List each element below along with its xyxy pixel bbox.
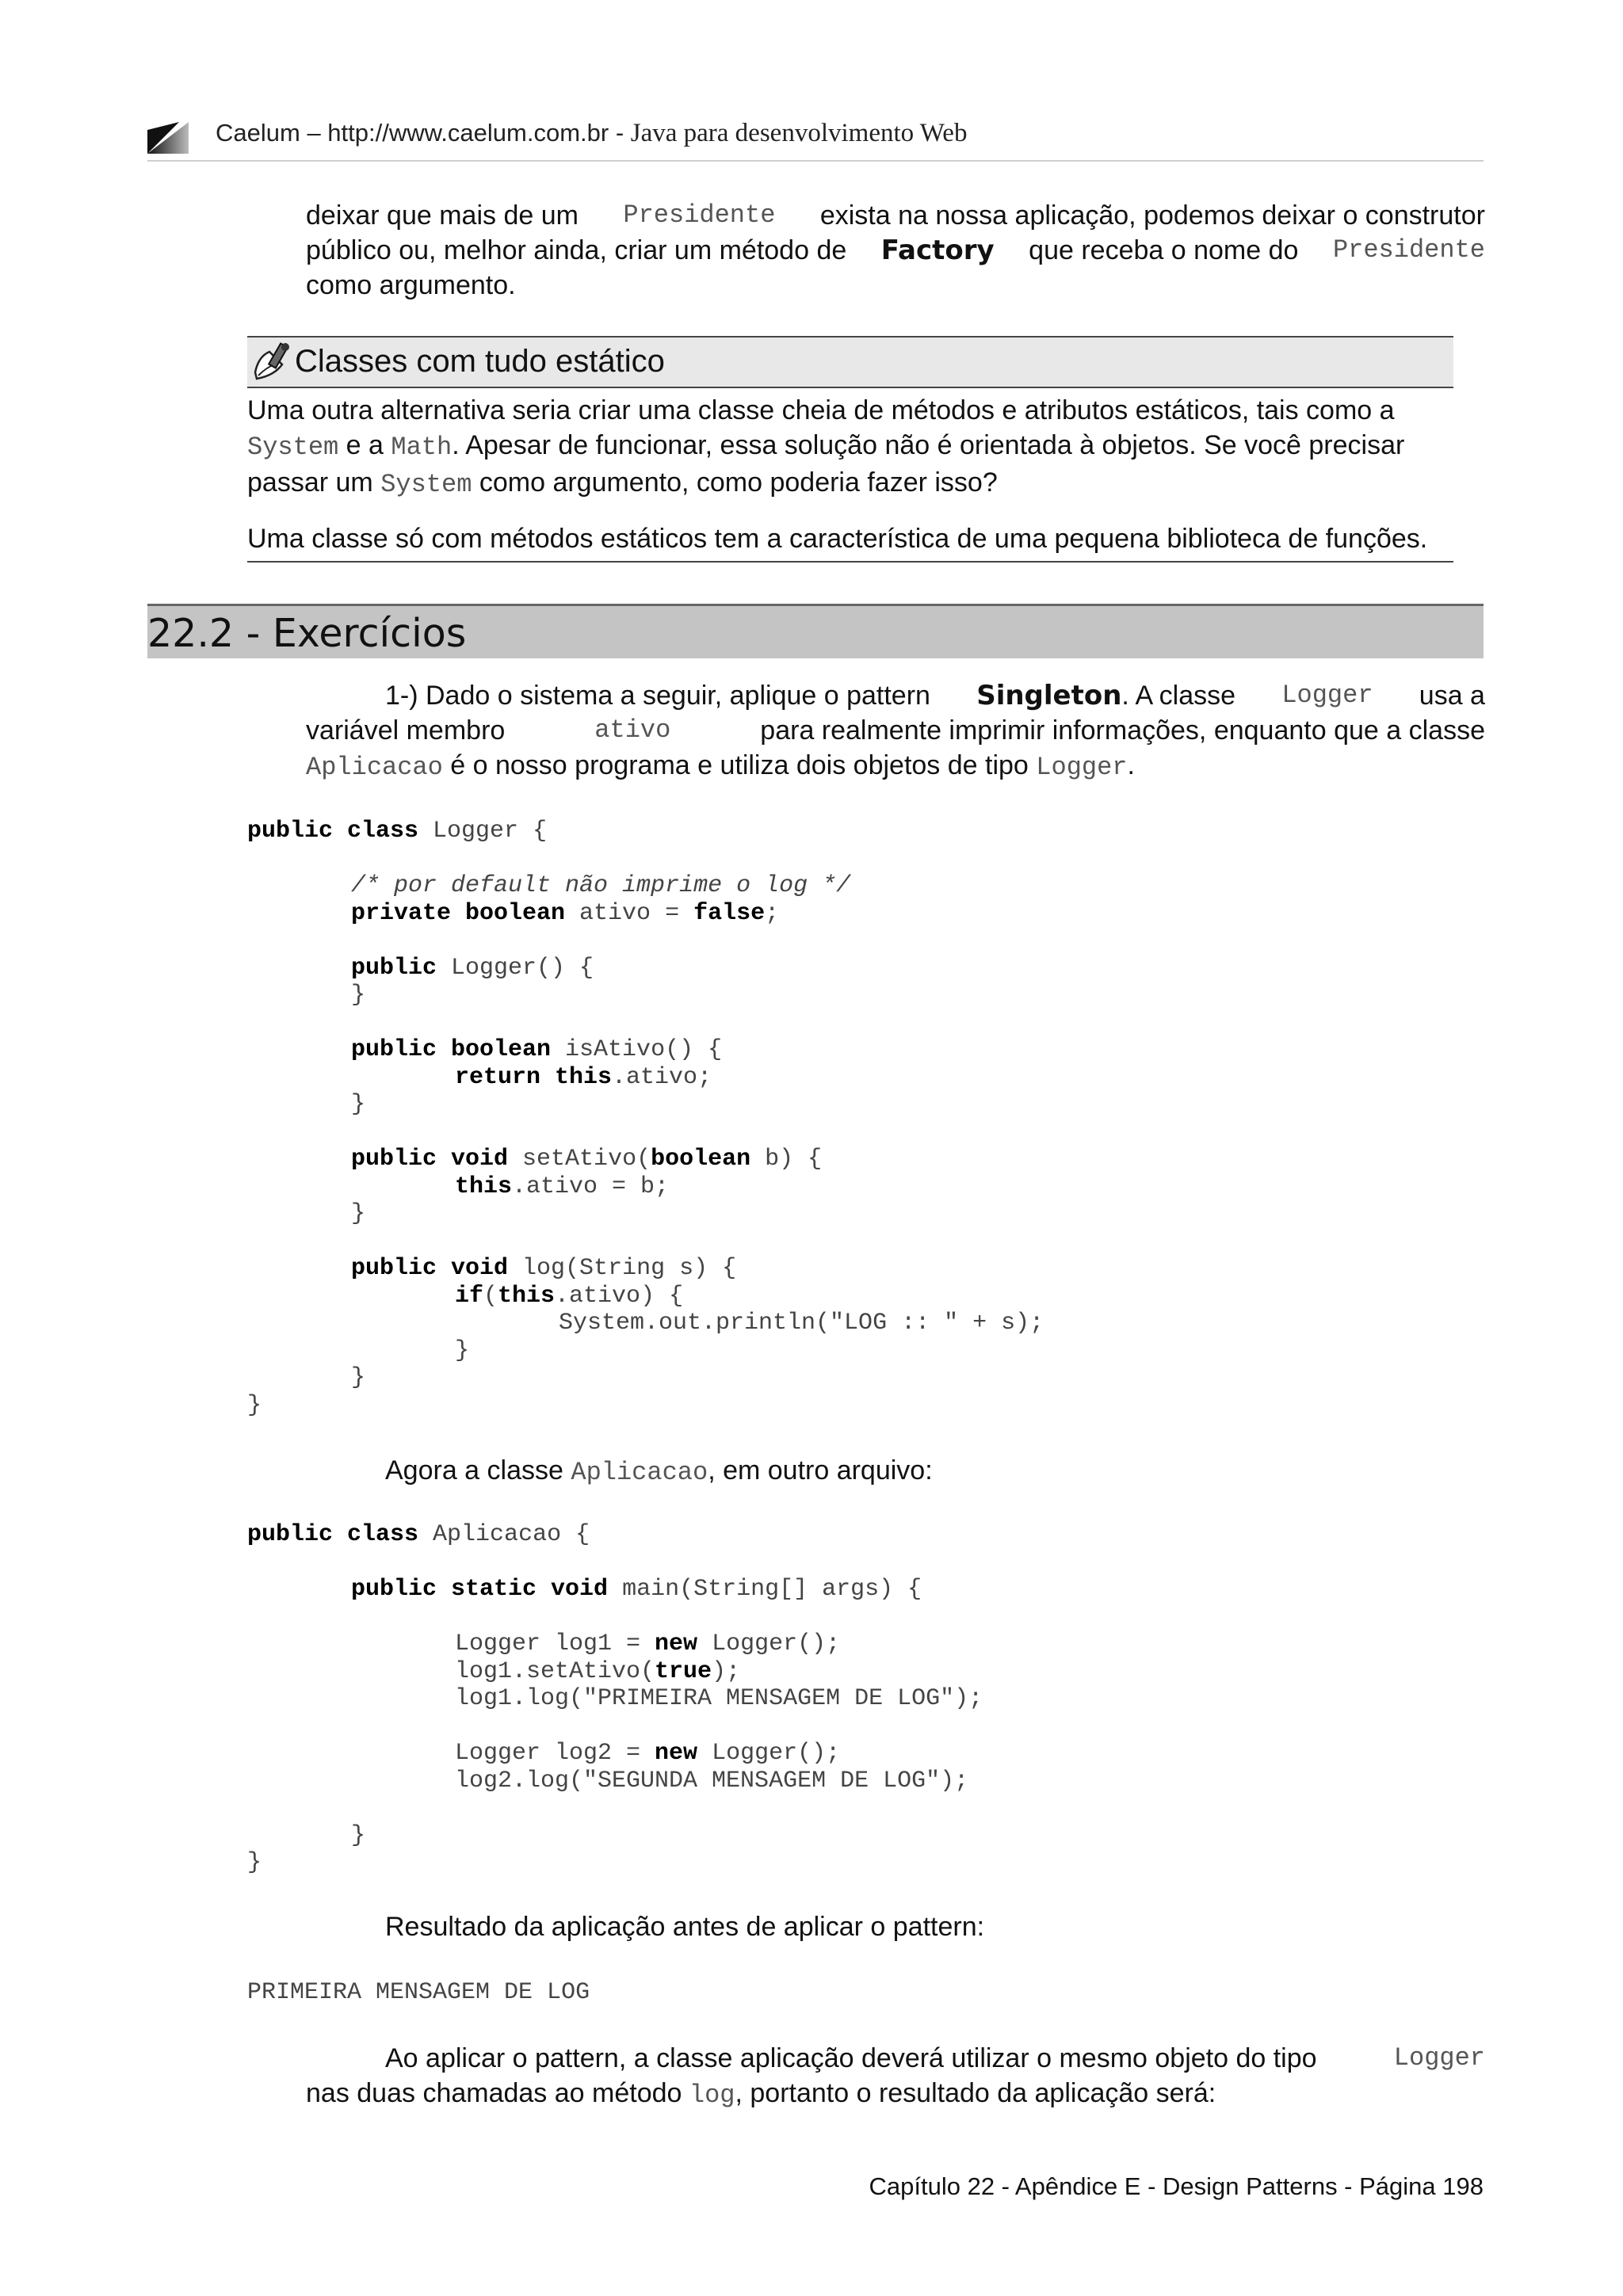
intro-line-2: público ou, melhor ainda, criar um método de Factory que receba o nome do Presidente <box>306 235 1485 266</box>
section-title: 22.2 - Exercícios <box>147 611 467 656</box>
code-line: } <box>247 1849 262 1876</box>
callout-line-4: Uma classe só com métodos estáticos tem a característica de uma pequena biblioteca de funções. <box>247 521 1453 563</box>
page-footer: Capítulo 22 - Apêndice E - Design Patterns - Página 198 <box>869 2172 1484 2200</box>
code-line: public void setAtivo(boolean b) { <box>351 1146 823 1173</box>
code-line <box>247 927 1044 955</box>
code-line: } <box>351 1364 366 1391</box>
section-heading <box>147 604 1484 658</box>
code-line: } <box>351 1200 366 1227</box>
code-line: log2.log("SEGUNDA MENSAGEM DE LOG"); <box>455 1767 969 1794</box>
code-line: public class Logger { <box>247 818 548 845</box>
code-line: private boolean ativo = false; <box>351 899 780 927</box>
callout-box <box>247 336 1453 563</box>
intro-line-1: deixar que mais de um Presidente exista na nossa aplicação, podemos deixar o construtor <box>306 198 1485 233</box>
inline-code: Presidente <box>623 200 776 230</box>
code-line: this.ativo = b; <box>455 1173 670 1200</box>
code-line: Logger log1 = new Logger(); <box>455 1630 841 1657</box>
code-line: } <box>351 1821 366 1849</box>
code-line <box>247 1228 1044 1256</box>
code-line <box>247 1009 1044 1037</box>
header-dash: – <box>300 119 328 147</box>
code-line: } <box>455 1337 470 1364</box>
inline-code: System <box>380 470 472 499</box>
inline-code: Logger <box>1393 2043 1485 2073</box>
intro-paragraph <box>306 198 1485 303</box>
closing-paragraph <box>306 2041 1485 2113</box>
header-text <box>216 119 967 148</box>
bold-term: Singleton <box>976 680 1122 711</box>
callout-title: Classes com tudo estático <box>295 344 665 379</box>
closing-line-1: Ao aplicar o pattern, a classe aplicação deverá utilizar o mesmo objeto do tipo Logger <box>306 2041 1485 2076</box>
code-line: if(this.ativo) { <box>455 1282 684 1310</box>
code-line: Logger log2 = new Logger(); <box>455 1740 841 1767</box>
code-line: } <box>351 982 366 1009</box>
code-line <box>247 845 1044 873</box>
code-line: public void log(String s) { <box>351 1255 737 1282</box>
after-code-paragraph: Agora a classe Aplicacao, em outro arquivo: <box>385 1455 933 1487</box>
inline-code: Aplicacao <box>571 1458 708 1487</box>
exercise-line-1: 1-) Dado o sistema a seguir, aplique o pattern Singleton. A classe Logger usa a <box>385 680 1485 711</box>
caelum-logo-icon <box>147 122 189 154</box>
exercise-line-2: variável membro ativo para realmente imprimir informações, enquanto que a classe <box>306 713 1485 748</box>
code-line: log1.setAtivo(true); <box>455 1657 741 1685</box>
code-line: public Logger() { <box>351 954 594 982</box>
code-line: System.out.println("LOG :: " + s); <box>559 1310 1044 1337</box>
callout-body <box>247 388 1453 563</box>
inline-code: Math <box>391 433 453 462</box>
exercise-line-3: Aplicacao é o nosso programa e utiliza dois objetos de tipo Logger. <box>306 750 1135 782</box>
callout-line-3: passar um System como argumento, como poderia fazer isso? <box>247 467 998 499</box>
inline-code: Aplicacao <box>306 753 443 782</box>
callout-header <box>247 336 1453 388</box>
code-line <box>247 1549 983 1577</box>
code-line: } <box>247 1391 262 1419</box>
header-book-title: Java para desenvolvimento Web <box>630 119 968 147</box>
code-line: public boolean isAtivo() { <box>351 1036 723 1063</box>
header-brand: Caelum <box>216 119 300 147</box>
inline-code: Logger <box>1281 681 1373 710</box>
code-line <box>247 1119 1044 1146</box>
header-sep: - <box>609 119 631 147</box>
exercise-paragraph <box>306 678 1485 785</box>
code-block-logger <box>247 818 1044 1419</box>
bold-term: Factory <box>880 235 995 266</box>
inline-code: Presidente <box>1332 235 1485 265</box>
inline-code: System <box>247 433 339 462</box>
inline-code: log <box>689 2081 735 2110</box>
code-block-aplicacao <box>247 1521 983 1877</box>
page-header <box>147 116 1484 162</box>
result-intro: Resultado da aplicação antes de aplicar o pattern: <box>385 1912 985 1942</box>
code-line <box>247 1794 983 1822</box>
closing-line-2: nas duas chamadas ao método log, portanto o resultado da aplicação será: <box>306 2078 1216 2110</box>
code-line: } <box>351 1091 366 1118</box>
pencil-note-icon <box>250 341 295 383</box>
code-line: log1.log("PRIMEIRA MENSAGEM DE LOG"); <box>455 1685 983 1712</box>
header-url: http://www.caelum.com.br <box>327 119 609 147</box>
code-line: public class Aplicacao { <box>247 1521 590 1548</box>
code-line: return this.ativo; <box>455 1063 712 1091</box>
intro-line-3: como argumento. <box>306 270 516 300</box>
code-line <box>247 1713 983 1741</box>
inline-code: ativo <box>594 715 671 745</box>
code-line <box>247 1604 983 1631</box>
code-line: /* por default não imprime o log */ <box>351 872 851 899</box>
result-output: PRIMEIRA MENSAGEM DE LOG <box>247 1979 590 2006</box>
code-line: public static void main(String[] args) { <box>351 1576 922 1603</box>
callout-line-1: Uma outra alternativa seria criar uma classe cheia de métodos e atributos estáticos, tais como a <box>247 395 1395 425</box>
inline-code: Logger <box>1036 753 1128 782</box>
callout-line-2: System e a Math. Apesar de funcionar, essa solução não é orientada à objetos. Se você precisar <box>247 430 1405 462</box>
